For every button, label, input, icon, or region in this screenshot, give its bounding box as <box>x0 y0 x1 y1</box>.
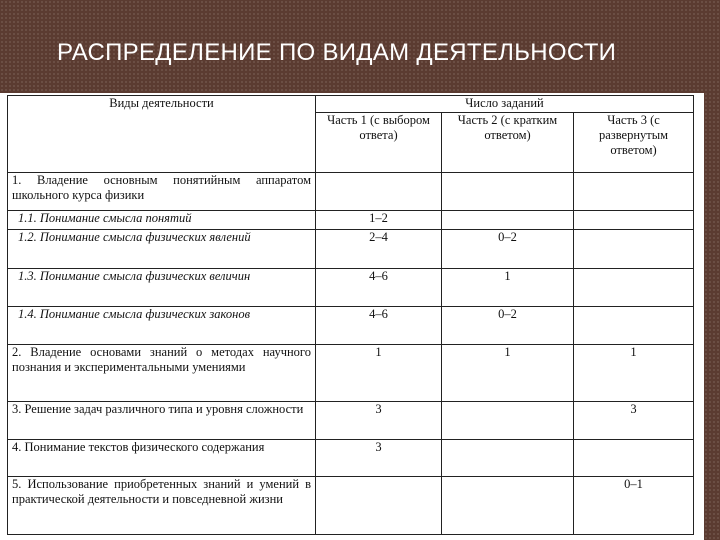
row-part-2-count: 1 <box>442 268 574 306</box>
row-activity: 1.1. Понимание смысла понятий <box>8 211 316 230</box>
header-part-2: Часть 2 (с кратким ответом) <box>442 113 574 173</box>
row-part-1-count <box>316 477 442 535</box>
row-part-1-count: 3 <box>316 440 442 477</box>
table-row <box>8 211 694 230</box>
row-part-2-count: 0–2 <box>442 230 574 268</box>
row-part-2-count <box>442 401 574 439</box>
row-part-1-count <box>316 173 442 211</box>
row-part-2-count <box>442 173 574 211</box>
row-part-3-count: 3 <box>574 401 694 439</box>
table-row <box>8 173 694 211</box>
row-part-1-count: 1–2 <box>316 211 442 230</box>
slide-title: РАСПРЕДЕЛЕНИЕ ПО ВИДАМ ДЕЯТЕЛЬНОСТИ <box>57 39 617 66</box>
table-row <box>8 268 694 306</box>
table-row <box>8 477 694 535</box>
row-part-2-count <box>442 440 574 477</box>
row-activity: 1.3. Понимание смысла физических величин <box>8 268 316 306</box>
row-activity: 1.4. Понимание смысла физических законов <box>8 307 316 345</box>
row-part-3-count <box>574 211 694 230</box>
row-part-3-count: 0–1 <box>574 477 694 535</box>
table-row <box>8 345 694 401</box>
row-activity: 2. Владение основами знаний о методах научного познания и экспериментальными умениями <box>8 345 316 401</box>
row-part-3-count: 1 <box>574 345 694 401</box>
table-row <box>8 401 694 439</box>
row-part-3-count <box>574 440 694 477</box>
row-activity: 3. Решение задач различного типа и уровня сложности <box>8 401 316 439</box>
row-part-1-count: 1 <box>316 345 442 401</box>
table-row <box>8 307 694 345</box>
table-row <box>8 440 694 477</box>
row-activity: 4. Понимание текстов физического содержания <box>8 440 316 477</box>
row-activity: 1. Владение основным понятийным аппаратом школьного курса физики <box>8 173 316 211</box>
row-part-1-count: 3 <box>316 401 442 439</box>
header-activity: Виды деятельности <box>8 96 316 173</box>
row-part-3-count <box>574 268 694 306</box>
header-part-1: Часть 1 (с выбором ответа) <box>316 113 442 173</box>
header-tasks-count: Число заданий <box>316 96 694 113</box>
row-activity: 1.2. Понимание смысла физических явлений <box>8 230 316 268</box>
distribution-table-panel <box>0 93 704 540</box>
row-part-1-count: 2–4 <box>316 230 442 268</box>
row-part-3-count <box>574 230 694 268</box>
row-part-1-count: 4–6 <box>316 268 442 306</box>
row-part-2-count <box>442 211 574 230</box>
row-part-2-count: 0–2 <box>442 307 574 345</box>
header-part-3: Часть 3 (с развернутым ответом) <box>574 113 694 173</box>
row-activity: 5. Использование приобретенных знаний и умений в практической деятельности и повседневной жизни <box>8 477 316 535</box>
row-part-3-count <box>574 173 694 211</box>
table-row <box>8 230 694 268</box>
row-part-2-count: 1 <box>442 345 574 401</box>
distribution-table <box>7 95 694 535</box>
row-part-1-count: 4–6 <box>316 307 442 345</box>
row-part-3-count <box>574 307 694 345</box>
row-part-2-count <box>442 477 574 535</box>
